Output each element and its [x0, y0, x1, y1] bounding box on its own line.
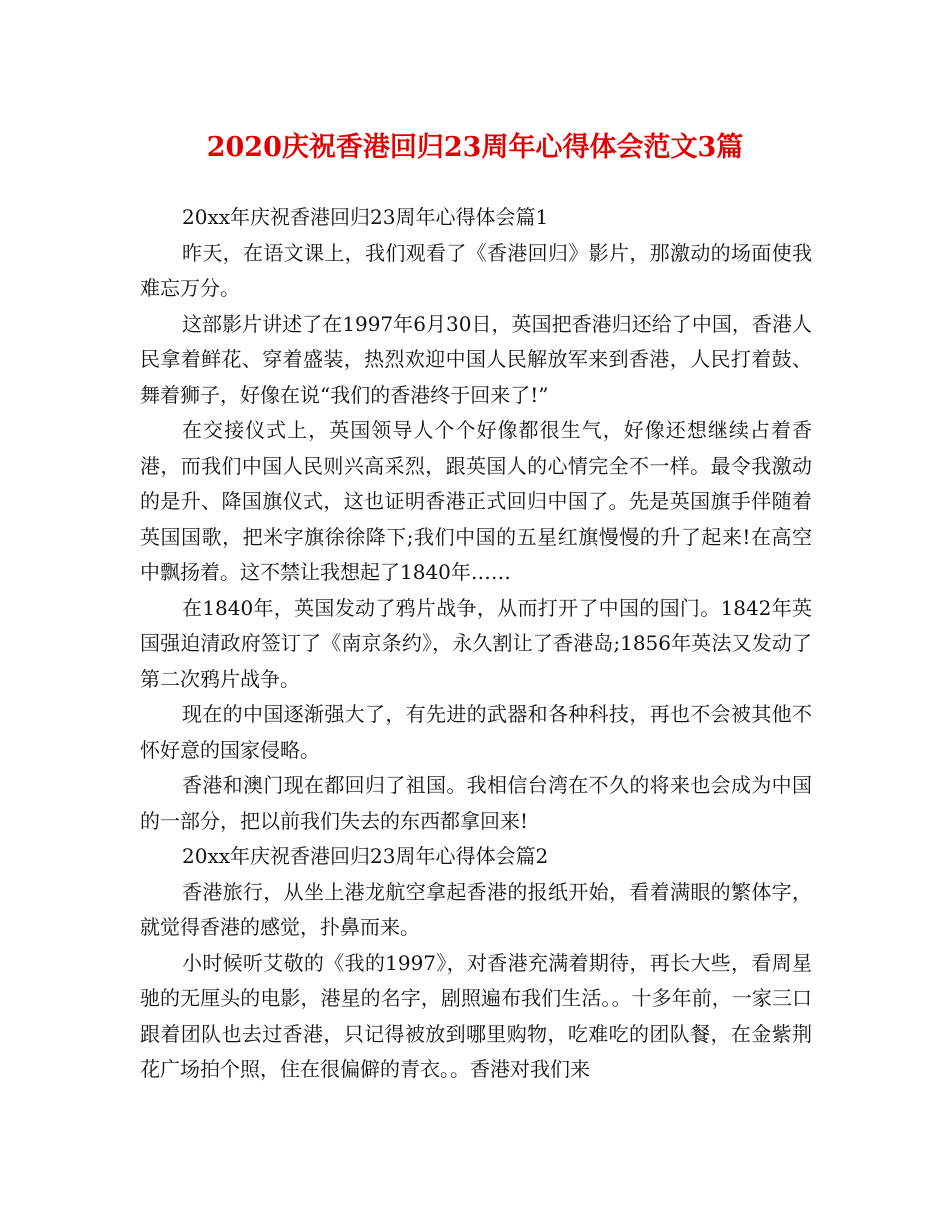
paragraph: 在1840年，英国发动了鸦片战争，从而打开了中国的国门。1842年英国强迫清政府签订了《南京条约》，永久割让了香港岛;1856年英法又发动了第二次鸦片战争。	[140, 595, 812, 691]
paragraph: 昨天，在语文课上，我们观看了《香港回归》影片，那激动的场面使我难忘万分。	[140, 240, 812, 300]
paragraph: 香港和澳门现在都回归了祖国。我相信台湾在不久的将来也会成为中国的一部分，把以前我们失去的东西都拿回来!	[140, 773, 812, 833]
paragraph: 小时候听艾敬的《我的1997》，对香港充满着期待，再长大些，看周星驰的无厘头的电影，港星的名字，剧照遍布我们生活。。十多年前，一家三口跟着团队也去过香港，只记得被放到哪里购物，吃难吃的团队餐，在金紫荆花广场拍个照，住在很偏僻的青衣。。香港对我们来	[140, 950, 812, 1081]
paragraph: 在交接仪式上，英国领导人个个好像都很生气，好像还想继续占着香港，而我们中国人民则兴高采烈，跟英国人的心情完全不一样。最令我激动的是升、降国旗仪式，这也证明香港正式回归中国了。先是英国旗手伴随着英国国歌，把米字旗徐徐降下;我们中国的五星红旗慢慢的升了起来!在高空中飘扬着。这不禁让我想起了1840年……	[140, 418, 812, 584]
paragraph: 香港旅行，从坐上港龙航空拿起香港的报纸开始，看着满眼的繁体字，就觉得香港的感觉，扑鼻而来。	[140, 879, 812, 939]
section-heading-1: 20xx年庆祝香港回归23周年心得体会篇1	[182, 205, 549, 229]
section-heading-2: 20xx年庆祝香港回归23周年心得体会篇2	[182, 844, 549, 868]
paragraph: 现在的中国逐渐强大了，有先进的武器和各种科技，再也不会被其他不怀好意的国家侵略。	[140, 702, 812, 762]
document-title: 2020庆祝香港回归23周年心得体会范文3篇	[206, 132, 744, 163]
document-body	[140, 200, 812, 1088]
paragraph: 这部影片讲述了在1997年6月30日，英国把香港归还给了中国，香港人民拿着鲜花、穿着盛装，热烈欢迎中国人民解放军来到香港，人民打着鼓、舞着狮子，好像在说“我们的香港终于回来了!”	[140, 311, 812, 407]
